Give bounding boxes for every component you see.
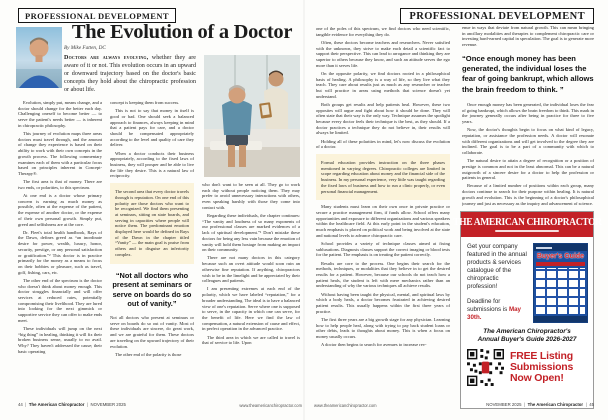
cover-top-band <box>534 244 587 251</box>
ad-text-block <box>467 243 528 323</box>
ad-deadline-text <box>467 298 528 322</box>
paragraph: At one end is a doctor whose primary concern is earning as much money as possible, often at the expense of the patient, the expense of another doctor, or the expense of their own personal growth. Simply put, greed and selfishness are at the core. <box>18 193 102 227</box>
paragraph: Without having been taught the physical, mental, and spiritual laws by which a body heals, a doctor becomes frustrated in achieving desired patient results. This usually happens within the first three years of practice. <box>316 291 450 314</box>
paragraph: When a doctor conducts their business appropriately, according to the fixed laws of business, they will prosper and be able to live the life they desire. This is a natural law of reciprocity. <box>110 150 194 179</box>
website-url: www.theamericanchiropractor.com <box>314 402 377 408</box>
guide-title-line1: The American Chiropractor's <box>483 328 571 335</box>
left-column-2 <box>110 100 194 395</box>
paragraph: Once enough money has been generated, the individual loses the fear of going bankrupt, which allows the brain freedom to think. This mark in the journey generally occurs after being in practice for three to five years. <box>462 101 594 124</box>
highlight-box-education <box>316 154 450 200</box>
right-page-footer <box>486 402 594 407</box>
ad-guide-title <box>463 328 591 345</box>
paragraph: On the opposite polarity, we find doctors rooted in a philosophical basis of healing. A philosophy is a way of life, so they live what they teach. They care about results just as much as any researcher or teacher but will practice in areas using methods that science doesn't yet understand. <box>316 70 450 99</box>
magazine-name: The American Chiropractor <box>28 402 85 407</box>
cta-line1: FREE Listing <box>510 349 573 362</box>
ad-body <box>461 237 593 326</box>
clinic-photo-image <box>204 55 300 177</box>
paragraph: This journey of evolution maps three areas doctors must travel through, and the amount of change they experience is based on their ability to work with their own concepts in the growth process. The following commentary examines each of them with a particular focus based on principles inherent in Concept-Therapy®. <box>18 131 102 176</box>
masthead-title: THE AMERICAN CHIROPRACTOR <box>452 217 602 229</box>
paragraph: Dr. Fleet's total health handbook, Rays of the Dawn, defines greed as “an inordinate desire for power, wealth, luxury, honor, security, prestige, or any personal satisfaction or gratification.”² This doctor is in practice primarily for the money as a means to focus on their hobbies or pleasure, such as travel, golf, fishing, cars, etc. <box>18 229 102 275</box>
paragraph: Because of a limited number of positions within each group, many doctors continue to search for their purpose within healing. It is natural growth and evolution. This is the beginning of a doctor's philosophical journey and just as necessary as the inquiry and advancement of science. <box>462 183 594 206</box>
page-number: 45 <box>589 402 594 407</box>
website-url: www.theamericanchiropractor.com <box>239 402 302 408</box>
paragraph: A doctor then begins to search for avenues to increase rev- <box>321 342 427 348</box>
issue-date: NOVEMBER 2025 <box>90 402 126 407</box>
cover-bottom-band <box>534 316 587 322</box>
pull-quote-money: “Once enough money has been generated, the individual loses the fear of going bankrupt, which allows the brain freedom to think. ” <box>462 53 594 94</box>
paragraph: There are not many doctors in this category because such an overt attitude would soon ruin an otherwise fine reputation. If anything, chiropractors wish to be in the limelight and be appreciated by their colleagues and patients. <box>202 255 300 284</box>
paragraph: The other end of the polarity is those <box>115 351 182 357</box>
ad-pitch-text: Get your company featured in the annual products & services catalogue of the chiropractic profession! <box>467 243 527 290</box>
section-kicker-left: PROFESSIONAL DEVELOPMENT <box>18 8 176 23</box>
paragraph: Not all doctors who present at seminars or serve on boards do so out of vanity. Most of these individuals are sincere, do great work, and we are grateful for them. These doctors are traveling on the upward trajectory of their evolution. <box>110 315 194 349</box>
paragraph: These individuals will jump on the next “big thing” in healing, thinking it will fix their broken business sense, usually to no avail. Why? They haven't addressed the cause; their basic operating <box>18 326 102 354</box>
paragraph: Many students must learn on their own once in private practice or secure a practice management firm, if funds allow. School offers many opportunities and exposure to different organizations and various speakers within the healthcare field. At this early point in the student's education, much emphasis is placed on political work and being involved at the state and national levels to advance chiropractic care. <box>316 204 450 238</box>
author-photo-image <box>16 27 62 88</box>
buyers-guide-cover <box>533 243 588 323</box>
cta-line2: Submissions <box>510 360 574 373</box>
lead-rest: whether they are aware of it or not. This evolution occurs in an upward or downward trajectory based on the doctor's basic concepts they hold about the chiropractic profession or about life. <box>64 55 196 94</box>
ad-cta-row <box>461 349 593 386</box>
magazine-masthead <box>452 212 602 237</box>
lead-paragraph <box>64 54 196 94</box>
left-column-1 <box>18 100 102 395</box>
article-title: The Evolution of a Doctor <box>71 21 293 43</box>
highlight-box-text: The second area that every doctor travels through is reputation. On one end of this polarity are those doctors who want to be recognized. We find them presenting at seminars, sitting on state boards, and serving in capacities where people will notice them. The predominant emotion displayed here would be defined in Rays of the Dawn in the chapter titled “Vanity” — the main goal is praise from others and to disguise an inferiority complex. <box>115 189 189 257</box>
highlight-box-text: Formal education provides instruction on the three phases mentioned in varying degrees. Chiropractic colleges are limited in scope regarding education about money and the financial side of the business. In my personal experience, very little was taught regarding the fixed laws of business and how to run a clinic properly, or even personal financial management. <box>321 160 445 194</box>
issue-date: NOVEMBER 2025 <box>486 402 522 407</box>
left-page-footer <box>18 402 126 407</box>
paragraph: The natural desire to attain a degree of recognition or a position of prestige is common and not in the least abnormal. This can be a natural outgrowth of a sincere desire for a doctor to help the profession or patients in general. <box>462 158 594 181</box>
masthead-tagline-bar <box>495 230 559 232</box>
footer-separator: | <box>25 402 27 407</box>
lead-intro: Doctors are always evolving, <box>64 55 149 61</box>
paragraph: I am presenting extremes at each end of the polarity, which we have labeled “reputation,” for a broader understanding. The ideal is to have a balanced view of one's reputation. Serve where one is supposed to serve, in the capacity in which one can serve, for the benefit of life. Here we find the law of compensation, a natural extension of cause and effect, in perfect operation in the advanced practice. <box>202 286 300 332</box>
buyers-guide-ad <box>452 211 602 409</box>
page-number: 44 <box>18 402 23 407</box>
highlight-box-reputation <box>110 183 194 263</box>
paragraph: Now, the doctor's thoughts begin to focus on what kind of legacy, reputation, or assistance the profession needs. A doctor will resonate with different organizations and will get involved to the degree they are inclined. The goal is to be a part of a community with which to collaborate. <box>462 127 594 155</box>
paragraph: enue in ways that deviate from natural growth. This can mean bringing in ancillary modalities and therapies to complement chiropractic care or investing hard-earned capital in speculation. The goal is to generate more revenue. <box>462 25 594 48</box>
cover-title: Buyer's Guide <box>534 251 587 262</box>
clinic-photo <box>204 55 300 177</box>
qr-code <box>467 349 504 386</box>
paragraph: one of the poles of this spectrum, we find doctors who need scientific, tangible evidence for everything they do. <box>316 26 450 37</box>
ad-cta-text <box>510 351 573 384</box>
paragraph: concept is keeping them from success. <box>110 100 180 105</box>
footer-separator: | <box>523 402 526 407</box>
cover-product-grid <box>536 268 585 314</box>
footer-separator: | <box>585 402 587 407</box>
left-column-3 <box>202 182 300 395</box>
footer-separator: | <box>86 402 89 407</box>
paragraph: The first area is that of money. There are two ends, or polarities, to this spectrum. <box>18 179 102 190</box>
right-column-1 <box>316 26 450 395</box>
paragraph: This is not to say that money in itself is good or bad. One should seek a balanced approach to finances, always keeping in mind that a patient pays for care, and a doctor should be compensated appropriately according to the level and quality of care they deliver. <box>110 108 194 148</box>
paragraph: who don't want to be seen at all. They go to work each day without people noticing them. They may prefer to avoid unnecessary interactions with others, even speaking harshly with those they come into contact with. <box>202 182 300 210</box>
paragraph: Both groups get results and help patients heal. However, these two opposites will argue and fight about how it should be done. They will often state that their way is the only way. Technique assumes the spotlight because every doctor feels their technique is the best, as they should. If a doctor practices a technique they do not believe in, their results will always be limited. <box>316 101 450 136</box>
paragraph: Regarding these individuals, the chapter continues: “The vanity and loudness of so many exponents of our professional classes are marked evidences of a lack of spiritual development.”¹ Don't mistake these doctors for being any less vain because the emotion of vanity will hold them hostage from making an impact on their community. <box>202 213 300 253</box>
paragraph: Evolution, simply put, means change, and a doctor should change for the better each day. Challenging oneself to become better — to serve the patient's needs better — is inherent in chiropractic philosophy. <box>18 100 102 128</box>
magazine-name: The American Chiropractor <box>527 402 584 407</box>
paragraph: The third area in which we are called to travel is that of service to life. Upon <box>202 334 300 346</box>
byline: By Mike Fatten, DC <box>64 45 106 51</box>
deadline-date: May 30th. <box>467 305 521 321</box>
paragraph: Results are core to the process. One begins their search for the methods, techniques, or modalities that they believe in to get the desired results for a patient. However, because our schools do not teach how a patient heals, the student is left with mere mechanics rather than an understanding of why the various techniques all achieve results. <box>316 260 450 289</box>
guide-title-line2: Annual Buyer's Guide 2026-2027 <box>477 336 577 344</box>
paragraph: Holding all of these polarities in mind, let's now discuss the evolution of a doctor. <box>316 138 450 150</box>
paragraph: School provides a variety of technique classes aimed at fixing subluxations. Diagnosis classes support the correct imaging or blood tests for the patient. The emphasis is on treating the patient correctly. <box>316 241 450 258</box>
cta-line3: Now Open! <box>510 371 564 384</box>
section-kicker-right: PROFESSIONAL DEVELOPMENT <box>400 8 594 24</box>
author-photo <box>16 27 62 88</box>
paragraph: The first three years are a big growth stage for any physician. Learning how to help people heal, along with trying to pay back student loans or other debts, leads to thoughts about money. This is when a focus on money usually occurs. <box>316 316 450 340</box>
paragraph: Often, these doctors become teachers and researchers. Never satisfied with the unknown, they strive to make each detail a scientific fact to support their perspective. This can lead to arrogance and thinking they are superior to others because they know, and such an attitude serves the ego more than it serves life. <box>316 39 450 68</box>
deadline-prefix: Deadline for submissions is <box>467 297 509 313</box>
right-column-2 <box>462 25 594 211</box>
pull-quote-vanity: “Not all doctors who present at seminars or serve on boards do so out of vanity.” <box>112 270 192 309</box>
cover-red-bar <box>536 262 585 266</box>
paragraph: The other end of the spectrum is the doctor who doesn't think about money enough. This doctor struggles financially and will offer services at reduced rates, potentially compromising their livelihood. They are lured into looking for the next gimmick or supportive service they can offer to make ends meet. <box>18 277 102 323</box>
